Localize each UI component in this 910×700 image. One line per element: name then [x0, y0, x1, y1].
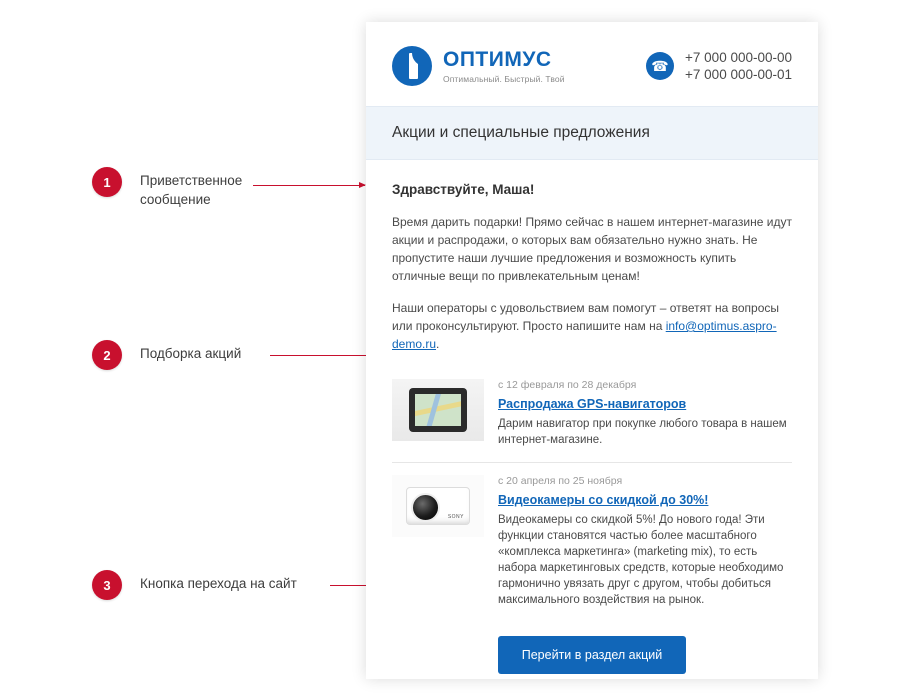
annotation-1 [92, 167, 242, 209]
offer-description: Видеокамеры со скидкой 5%! До нового года! Эти функции становятся частью более масштабного «комплекса маркетинга» (marketing mix), то есть набора маркетинговых средств, которые необходимо гармонично увязать друг с другом, чтобы добиться максимального воздействия на рынок. [498, 514, 784, 606]
annotation-label-2: Подборка акций [140, 346, 242, 361]
offer-item[interactable] [392, 462, 792, 622]
annotation-2 [92, 340, 241, 370]
offer-description: Дарим навигатор при покупке любого товара в нашем интернет-магазине. [498, 418, 787, 446]
offer-title-link[interactable]: Распродажа GPS-навигаторов [498, 397, 687, 411]
offer-dates: с 12 февраля по 28 декабря [498, 379, 637, 391]
offer-title-link[interactable]: Видеокамеры со скидкой до 30%! [498, 493, 709, 507]
annotation-3 [92, 570, 297, 600]
phone-number-secondary[interactable]: +7 000 000-00-01 [685, 67, 792, 82]
brand-logo[interactable] [392, 46, 565, 86]
contact-block [646, 49, 792, 83]
phone-number-primary[interactable]: +7 000 000-00-00 [685, 50, 792, 65]
action-camera-image[interactable] [392, 475, 484, 537]
phone-numbers [685, 49, 792, 83]
gps-screen-shape [415, 394, 461, 426]
annotation-badge-3: 3 [92, 570, 122, 600]
cta-wrapper [392, 622, 792, 700]
offer-dates: с 20 апреля по 25 ноября [498, 475, 623, 487]
phone-icon: ☎ [646, 52, 674, 80]
camera-body-shape [406, 487, 470, 525]
annotation-label-1: Приветственное сообщение [140, 173, 243, 207]
support-paragraph [392, 299, 792, 353]
camera-lens-shape [411, 493, 440, 522]
annotation-label-3: Кнопка перехода на сайт [140, 576, 297, 591]
offer-content [498, 475, 792, 608]
support-paragraph-after: . [436, 337, 440, 351]
intro-paragraph: Время дарить подарки! Прямо сейчас в нашем интернет-магазине идут акции и распродажи, о которых вам обязательно нужно знать. Не пропустите наши лучшие предложения и возможность купить отличные вещи по привлекательным ценам! [392, 215, 792, 283]
email-header [366, 22, 818, 106]
optimus-logo-icon [392, 46, 432, 86]
support-email-link[interactable]: info@optimus.aspro-demo.ru [392, 319, 777, 351]
offer-content [498, 379, 792, 448]
brand-text [443, 49, 565, 84]
email-body [366, 160, 818, 700]
offer-item[interactable] [392, 367, 792, 462]
greeting-text: Здравствуйте, Маша! [392, 182, 535, 197]
gps-device-shape [409, 388, 467, 432]
support-paragraph-before: Наши операторы с удовольствием вам помогут – ответят на вопросы или проконсультируют. Просто напишите нам на [392, 301, 780, 333]
go-to-promotions-button[interactable]: Перейти в раздел акций [498, 636, 686, 674]
camera-brand-text: SONY [447, 514, 464, 520]
leader-line-1 [253, 185, 365, 186]
annotation-badge-1: 1 [92, 167, 122, 197]
annotation-column [0, 0, 370, 679]
annotation-badge-2: 2 [92, 340, 122, 370]
brand-tagline: Оптимальный. Быстрый. Твой [443, 73, 565, 84]
brand-name: ОПТИМУС [443, 47, 552, 71]
email-band-title: Акции и специальные предложения [366, 106, 818, 160]
email-preview-panel [366, 22, 818, 679]
gps-navigator-image[interactable] [392, 379, 484, 441]
